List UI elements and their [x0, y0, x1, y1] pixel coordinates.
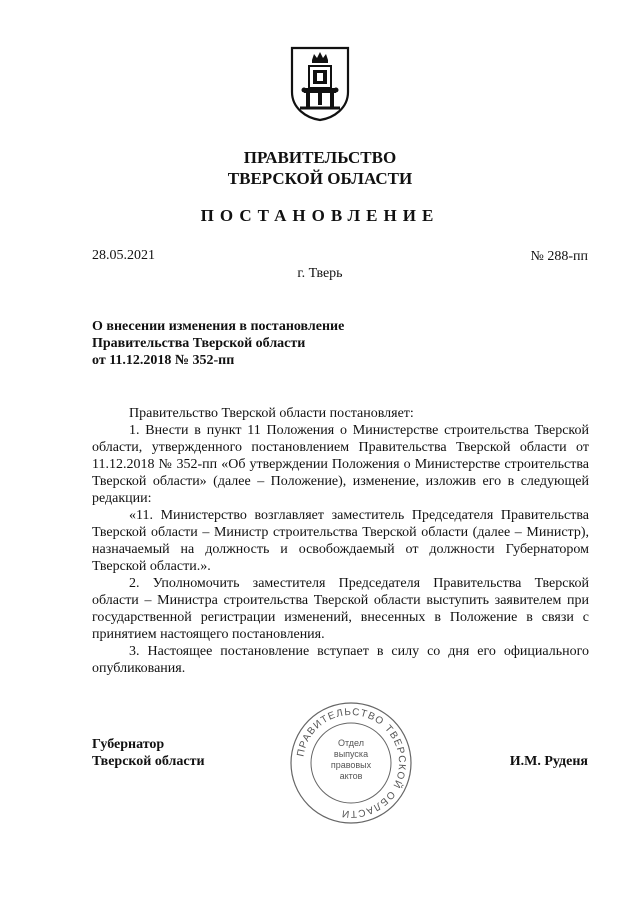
- document-city: г. Тверь: [297, 266, 343, 281]
- document-subject: [92, 318, 344, 369]
- official-stamp: [288, 700, 414, 826]
- document-type: ПОСТАНОВЛЕНИЕ: [200, 206, 440, 225]
- stamp-line1: Отдел: [337, 738, 365, 748]
- document-number: № 288-пп: [530, 249, 588, 264]
- body-paragraph-1: 1. Внести в пункт 11 Положения о Министерстве строительства Тверской области, утвержденного постановлением Правительства Тверской области от 11.12.2018 № 352-пп «Об утверждении Положения о Министерстве строительства Тверской области» (далее – Положение), изменение, изложив его в следующей редакции:: [92, 423, 589, 506]
- stamp-ring-text: ПРАВИТЕЛЬСТВО ТВЕРСКОЙ ОБЛАСТИ: [295, 706, 408, 820]
- body-paragraph-2: 2. Уполномочить заместителя Председателя Правительства Тверской области – Министра строительства Тверской области выступить заявителем при государственной регистрации изменений, внесенных в Положение в связи с принятием настоящего постановления.: [92, 576, 589, 642]
- signatory-title-line1: Губернатор: [92, 737, 165, 752]
- stamp-line4: актов: [339, 771, 363, 781]
- document-body: [92, 405, 589, 677]
- signatory-title: [92, 736, 205, 770]
- signatory-name: И.М. Руденя: [509, 754, 588, 769]
- body-intro: Правительство Тверской области постановляет:: [129, 406, 414, 421]
- stamp-inner-text: [288, 738, 414, 782]
- stamp-line2: выпуска: [333, 749, 369, 759]
- tver-coat-of-arms-icon: [290, 46, 350, 122]
- document-date: 28.05.2021: [92, 248, 155, 263]
- subject-line1: О внесении изменения в постановление: [92, 319, 345, 334]
- subject-line3: от 11.12.2018 № 352-пп: [92, 353, 235, 368]
- body-paragraph-quote: «11. Министерство возглавляет заместитель Председателя Правительства Тверской области – Министр строительства Тверской области (далее – Министр), назначаемый на должность и освобождаемый от должности Губернатором Тверской области.».: [92, 508, 589, 574]
- org-name-line1: ПРАВИТЕЛЬСТВО: [243, 148, 397, 167]
- body-paragraph-3: 3. Настоящее постановление вступает в силу со дня его официального опубликования.: [92, 644, 589, 676]
- stamp-line3: правовых: [330, 760, 372, 770]
- subject-line2: Правительства Тверской области: [92, 336, 306, 351]
- org-name-line2: ТВЕРСКОЙ ОБЛАСТИ: [227, 169, 413, 188]
- signatory-title-line2: Тверской области: [92, 754, 205, 769]
